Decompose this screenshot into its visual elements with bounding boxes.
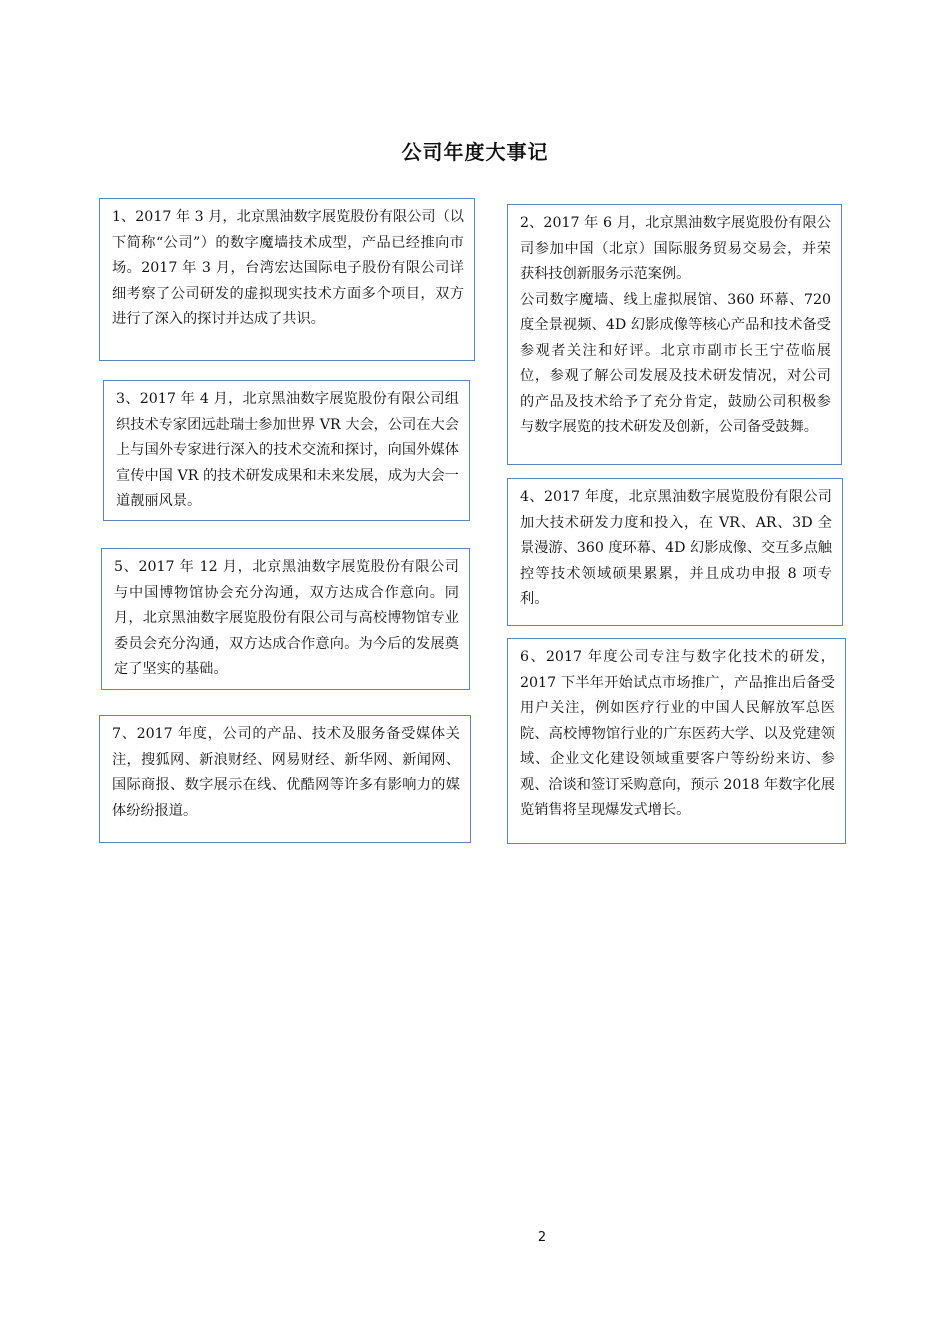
page-number: 2	[537, 1230, 547, 1245]
event-2-paragraph-2: 公司数字魔墙、线上虚拟展馆、360 环幕、720 度全景视频、4D 幻影成像等核心产品和技术备受参观者关注和好评。北京市副市长王宁莅临展位，参观了解公司发展及技术研发情况，对公司的产品及技术给予了充分肯定，鼓励公司积极参与数字展览的技术研发及创新，公司备受鼓舞。	[520, 291, 831, 435]
event-box-2	[507, 204, 842, 465]
event-box-5	[101, 548, 470, 690]
event-1-paragraph-1: 1、2017 年 3 月，北京黑油数字展览股份有限公司（以下简称“公司”）的数字魔墙技术成型，产品已经推向市场。2017 年 3 月，台湾宏达国际电子股份有限公司详细考察了公司研发的虚拟现实技术方面多个项目，双方进行了深入的探讨并达成了共识。	[112, 209, 464, 327]
event-box-3	[103, 380, 470, 521]
event-3-paragraph-1: 3、2017 年 4 月，北京黑油数字展览股份有限公司组织技术专家团远赴瑞士参加世界 VR 大会，公司在大会上与国外专家进行深入的技术交流和探讨，向国外媒体宣传中国 VR 的技术研发成果和未来发展，成为大会一道靓丽风景。	[116, 391, 459, 509]
event-7-paragraph-1: 7、2017 年度，公司的产品、技术及服务备受媒体关注，搜狐网、新浪财经、网易财经、新华网、新闻网、国际商报、数字展示在线、优酷网等许多有影响力的媒体纷纷报道。	[112, 726, 460, 819]
page-title: 公司年度大事记	[401, 140, 549, 164]
event-box-1	[99, 198, 475, 361]
event-4-paragraph-1: 4、2017 年度，北京黑油数字展览股份有限公司加大技术研发力度和投入，在 VR、AR、3D 全景漫游、360 度环幕、4D 幻影成像、交互多点触控等技术领域硕果累累，并且成功申报 8 项专利。	[520, 489, 832, 607]
event-box-6	[507, 638, 846, 844]
event-box-4	[507, 478, 843, 626]
event-6-paragraph-1: 6、2017 年度公司专注与数字化技术的研发，2017 下半年开始试点市场推广，产品推出后备受用户关注，例如医疗行业的中国人民解放军总医院、高校博物馆行业的广东医药大学、以及党建领域、企业文化建设领域重要客户等纷纷来访、参观、洽谈和签订采购意向，预示 2018 年数字化展览销售将呈现爆发式增长。	[520, 649, 835, 818]
event-2-paragraph-1: 2、2017 年 6 月，北京黑油数字展览股份有限公司参加中国（北京）国际服务贸易交易会，并荣获科技创新服务示范案例。	[520, 215, 831, 282]
event-box-7	[99, 715, 471, 843]
event-5-paragraph-1: 5、2017 年 12 月，北京黑油数字展览股份有限公司与中国博物馆协会充分沟通，双方达成合作意向。同月，北京黑油数字展览股份有限公司与高校博物馆专业委员会充分沟通，双方达成合作意向。为今后的发展奠定了坚实的基础。	[114, 559, 459, 677]
